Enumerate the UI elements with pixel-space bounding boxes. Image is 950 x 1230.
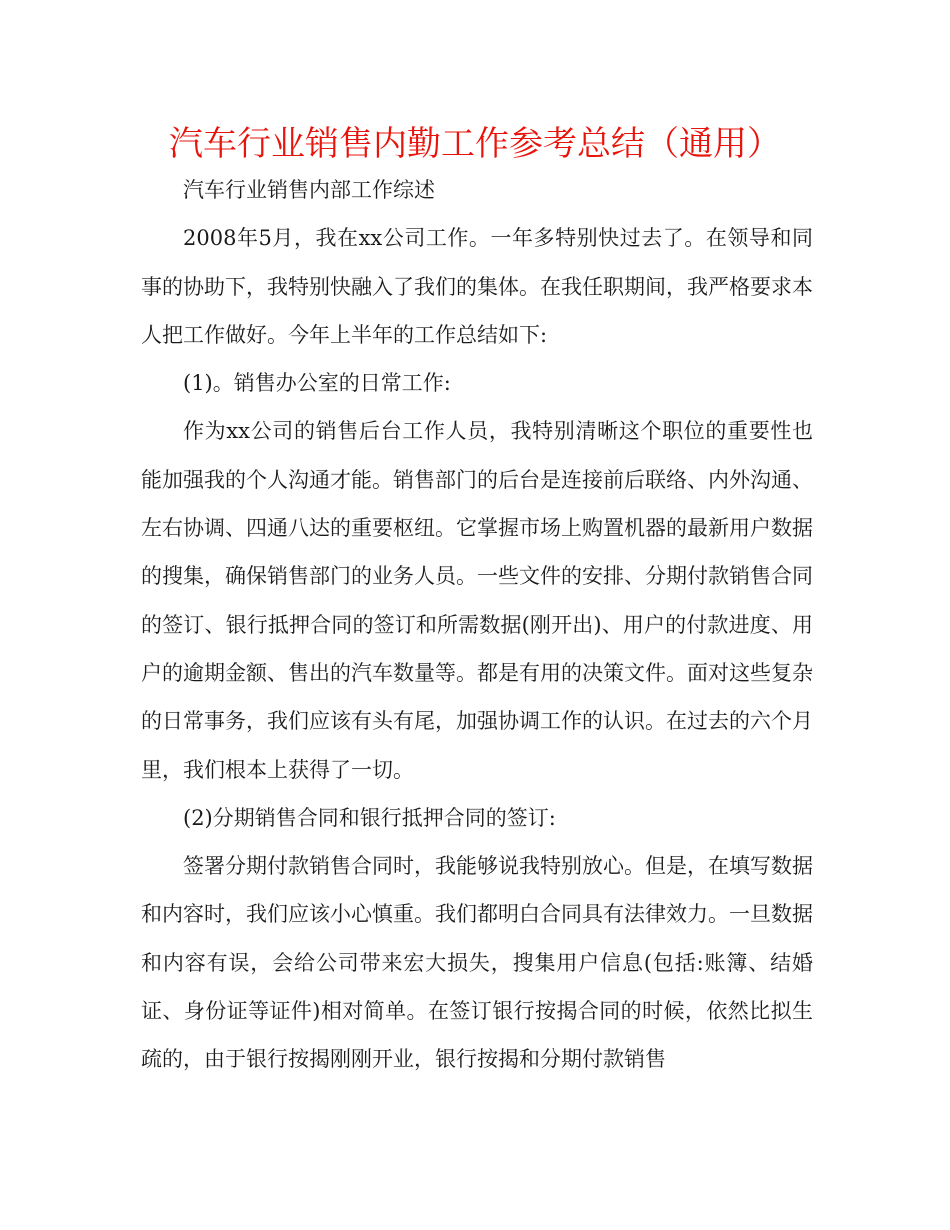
paragraph-section-2-body: 签署分期付款销售合同时，我能够说我特别放心。但是，在填写数据和内容时，我们应该小心慎重。我们都明白合同具有法律效力。一旦数据和内容有误，会给公司带来宏大损失，搜集用户信息(包括:账簿、结婚证、身份证等证件)相对简单。在签订银行按揭合同的时候，依然比拟生疏的，由于银行按揭刚刚开业，银行按揭和分期付款销售 [141, 854, 813, 1072]
document-title: 汽车行业销售内勤工作参考总结（通用） [169, 124, 781, 164]
paragraph-section-1-body: 作为xx公司的销售后台工作人员，我特别清晰这个职位的重要性也能加强我的个人沟通才能。销售部门的后台是连接前后联络、内外沟通、左右协调、四通八达的重要枢纽。它掌握市场上购置机器的最新用户数据的搜集，确保销售部门的业务人员。一些文件的安排、分期付款销售合同的签订、银行抵押合同的签订和所需数据(刚开出)、用户的付款进度、用户的逾期金额、售出的汽车数量等。都是有用的决策文件。面对这些复杂的日常事务，我们应该有头有尾，加强协调工作的认识。在过去的六个月里，我们根本上获得了一切。 [141, 419, 813, 782]
paragraph-intro: 2008年5月，我在xx公司工作。一年多特别快过去了。在领导和同事的协助下，我特别快融入了我们的集体。在我任职期间，我严格要求本人把工作做好。今年上半年的工作总结如下: [141, 226, 813, 347]
paragraph-section-2-heading: (2)分期销售合同和银行抵押合同的签订: [183, 805, 556, 830]
paragraph-section-1-heading: (1)。销售办公室的日常工作: [183, 371, 451, 396]
document-body [141, 166, 813, 1084]
paragraph-summary-heading: 汽车行业销售内部工作综述 [183, 178, 435, 202]
